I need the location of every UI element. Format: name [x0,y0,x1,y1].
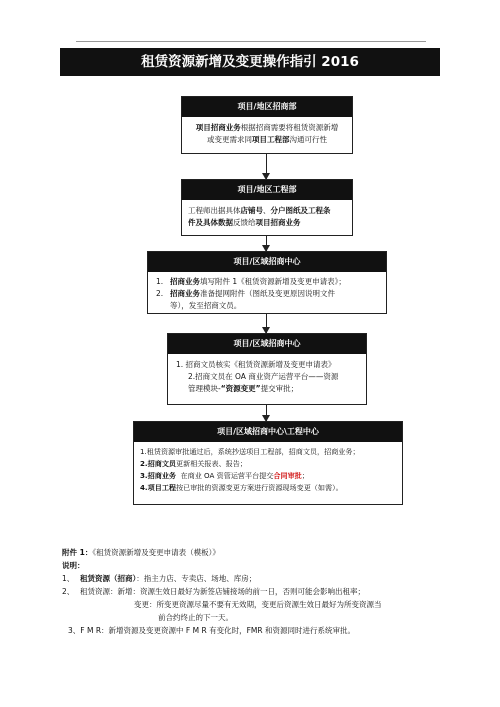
step-5-line-2: 2.招商文员更新相关报表、报告； [140,459,247,468]
step-3-item-1: 1. 招商业务填写附件 1《租赁资源新增及变更申请表》； [156,277,346,286]
step-4-line-2: 2.招商文员在 OA 商业资产运营平台——资源 [188,372,339,381]
note-2-continued: 变更：所变更资源尽量不要有无效期，变更后资源生效日最好为所变资源当 [134,600,382,609]
step-1-header: 项目/地区招商部 [182,97,352,117]
step-3-item-2: 2. 招商业务准备提网附件（图纸及变更原因说明文件 [156,289,335,298]
step-5-line-1: 1.租赁资源审批通过后，系统抄送项目工程部，招商文员，招商业务； [140,447,360,456]
top-rule [76,41,426,42]
note-3: 3、F M R：新增资源及变更资源中 F M R 有变化时，FMR 和资源同时进行系统审批。 [68,626,355,635]
flow-arrow-2 [266,236,267,251]
step-4-line-3: 管理模块-“资源变更”提交审批； [188,384,299,393]
explain-label: 说明： [62,561,85,570]
flow-arrow-1 [266,154,267,179]
step-4-header: 项目/区域招商中心 [168,334,366,354]
step-2-line-2: 件及具体数据反馈给项目招商业务 [188,218,301,227]
step-1-line-1: 项目招商业务根据招商需要将租赁资源新增 [195,123,339,132]
note-2: 2、 租赁资源：新增：资源生效日最好为新签店铺接场的前一日，否则可能会影响出租率； [62,587,365,596]
step-5-line-4: 4.项目工程按已审批的资源变更方案进行资源现场变更（如需）。 [140,483,343,492]
note-1: 1、 租赁资源（招商）：指主力店、专卖店、场地、库房； [62,574,257,583]
step-2-line-1: 工程师出据具体店铺号、分户图纸及工程条 [188,206,331,215]
step-5-header: 项目/区域招商中心\工程中心 [134,422,402,442]
flow-step-3 [147,251,387,314]
attachment-line: 附件 1：《租赁资源新增及变更申请表（模板）》 [62,548,220,557]
flow-step-5 [133,421,403,505]
step-3-item-3: 等），发至招商文员。 [170,301,242,310]
flow-arrow-3 [266,314,267,333]
step-4-line-1: 1. 招商文员核实《租赁资源新增及变更申请表》 [176,360,336,369]
step-3-header: 项目/区域招商中心 [148,252,386,272]
notes-section [62,546,442,637]
flow-step-4 [167,333,367,405]
flow-step-2 [181,179,353,236]
flow-step-1 [181,96,353,154]
note-2-continued-2: 前合约终止的下一天。 [158,613,233,622]
page-title: 租赁资源新增及变更操作指引 2016 [60,48,440,76]
flow-arrow-4 [266,405,267,421]
step-1-line-2: 或变更需求同项目工程部沟通可行性 [207,135,327,144]
step-2-header: 项目/地区工程部 [182,180,352,200]
step-5-line-3: 3.招商业务 在商业 OA 资管运营平台提交合同审批； [140,471,309,480]
